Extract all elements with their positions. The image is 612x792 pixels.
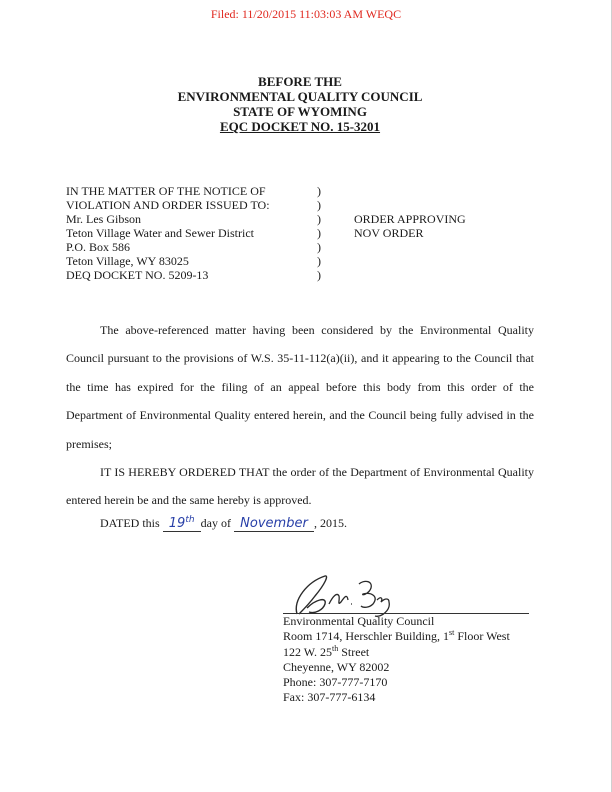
handwritten-month: November (240, 516, 308, 531)
paren: ) (317, 226, 321, 240)
case-caption (66, 184, 270, 282)
month-blank (234, 516, 314, 532)
room-line: Room 1714, Herschler Building, 1st Floor West (283, 628, 510, 644)
handwritten-day-suffix: th (185, 515, 195, 525)
paren: ) (317, 268, 321, 282)
header-council: ENVIRONMENTAL QUALITY COUNCIL (177, 89, 423, 104)
caption-line: Teton Village, WY 83025 (66, 254, 189, 268)
caption-line: P.O. Box 586 (66, 240, 131, 254)
paren: ) (317, 184, 321, 198)
dated-suffix: , 2015. (314, 516, 347, 530)
city-line: Cheyenne, WY 82002 (283, 659, 390, 674)
order-title-line: ORDER APPROVING (354, 212, 466, 226)
dated-prefix: DATED this (100, 516, 160, 530)
fax-line: Fax: 307-777-6134 (283, 690, 376, 705)
signature-block (283, 614, 510, 706)
body-paragraph-2: IT IS HEREBY ORDERED THAT the order of the Department of Environmental Quality entered herein be and the same hereby is approved. (66, 465, 534, 508)
docket-number: EQC DOCKET NO. 15-3201 (219, 119, 381, 134)
header-before-the: BEFORE THE (258, 74, 342, 89)
caption-line: IN THE MATTER OF THE NOTICE OF (66, 184, 266, 198)
order-title (354, 212, 466, 240)
paren: ) (317, 254, 321, 268)
paren: ) (317, 198, 321, 212)
council-name: Environmental Quality Council (283, 614, 435, 628)
paren: ) (317, 240, 321, 254)
caption-line: Teton Village Water and Sewer District (66, 226, 254, 240)
day-blank (163, 516, 201, 532)
header-state: STATE OF WYOMING (233, 104, 367, 119)
caption-line: Mr. Les Gibson (66, 212, 141, 226)
dated-line (100, 516, 347, 532)
caption-line: DEQ DOCKET NO. 5209-13 (66, 268, 209, 282)
filed-stamp: Filed: 11/20/2015 11:03:03 AM WEQC (210, 7, 402, 21)
caption-parentheses (317, 184, 321, 282)
order-title-line: NOV ORDER (354, 226, 424, 240)
caption-line: VIOLATION AND ORDER ISSUED TO: (66, 198, 270, 212)
dated-mid: day of (200, 516, 231, 530)
paren: ) (317, 212, 321, 226)
body-paragraph-1: The above-referenced matter having been considered by the Environmental Quality Council pursuant to the provisions of W.S. 35-11-112(a)(ii), and it appearing to the Council that the time has expired for the filing of an appeal before this body from this order of the Department of Environmental Quality entered herein, and the Council being fully advised in the premises; (66, 323, 534, 451)
header-docket (0, 119, 600, 134)
street-line: 122 W. 25th Street (283, 643, 370, 659)
handwritten-day: 19 (168, 516, 186, 531)
phone-line: Phone: 307-777-7170 (283, 675, 388, 690)
